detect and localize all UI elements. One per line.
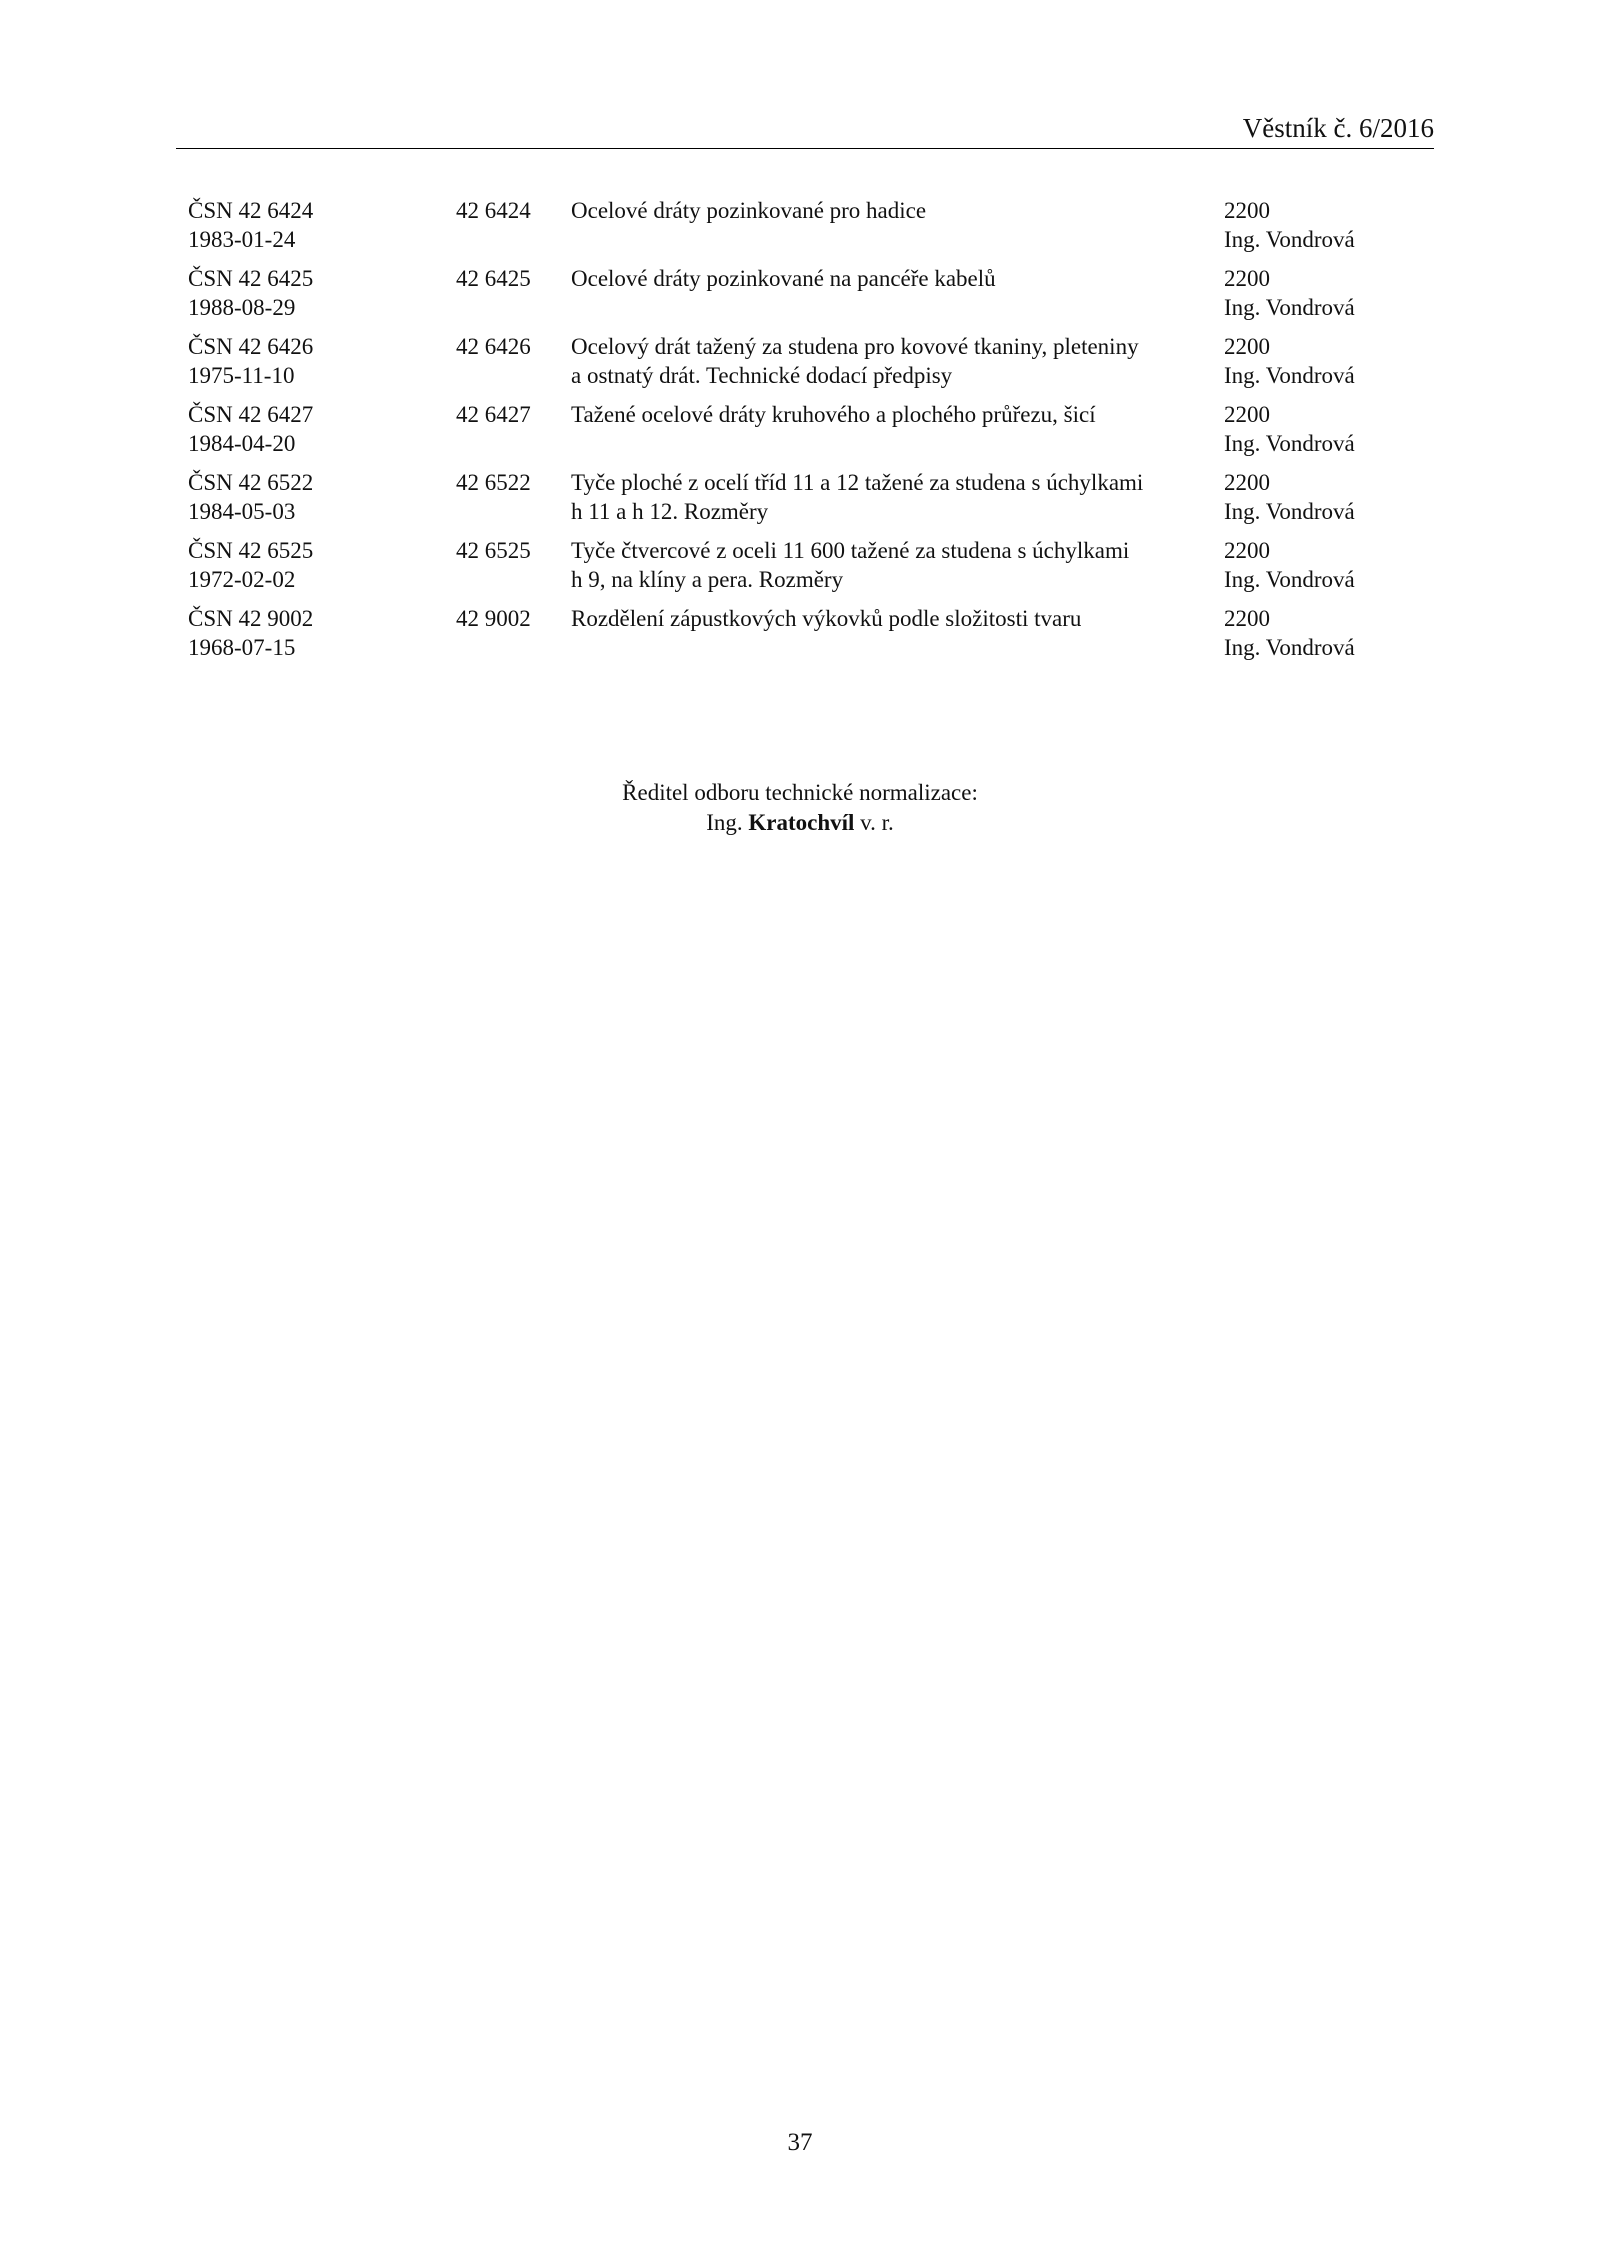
signatory-suffix: v. r. bbox=[860, 810, 894, 835]
department-code: 2200 bbox=[1224, 266, 1270, 291]
standard-title-line: Tyče čtvercové z oceli 11 600 tažené za studena s úchylkami bbox=[571, 538, 1130, 563]
standard-date: 1984-04-20 bbox=[188, 431, 296, 456]
department-code: 2200 bbox=[1224, 334, 1270, 359]
signature-block bbox=[0, 778, 1600, 838]
signatory-prefix: Ing. bbox=[706, 810, 743, 835]
responsible-person: Ing. Vondrová bbox=[1224, 567, 1355, 592]
responsible-cell bbox=[1224, 536, 1355, 594]
standard-title-line: Ocelové dráty pozinkované na pancéře kabelů bbox=[571, 266, 996, 291]
responsible-cell bbox=[1224, 332, 1355, 390]
standard-date: 1975-11-10 bbox=[188, 363, 295, 388]
list-item bbox=[188, 536, 1368, 604]
signatory-role: Ředitel odboru technické normalizace: bbox=[622, 780, 978, 805]
responsible-cell bbox=[1224, 400, 1355, 458]
standard-date: 1988-08-29 bbox=[188, 295, 296, 320]
title-cell bbox=[571, 332, 1139, 390]
title-cell bbox=[571, 536, 1129, 594]
standards-list bbox=[188, 196, 1368, 672]
responsible-cell bbox=[1224, 604, 1355, 662]
list-item bbox=[188, 196, 1368, 264]
list-item bbox=[188, 332, 1368, 400]
signatory-line bbox=[0, 808, 1600, 838]
standard-cell bbox=[188, 536, 313, 594]
page-header bbox=[176, 108, 1434, 149]
standard-date: 1972-02-02 bbox=[188, 567, 296, 592]
standard-number: ČSN 42 6425 bbox=[188, 266, 314, 291]
standard-number: ČSN 42 6427 bbox=[188, 402, 314, 427]
standard-title-line: Rozdělení zápustkových výkovků podle složitosti tvaru bbox=[571, 606, 1082, 631]
responsible-cell bbox=[1224, 196, 1355, 254]
responsible-cell bbox=[1224, 468, 1355, 526]
classification-number: 42 6425 bbox=[456, 266, 531, 291]
title-cell bbox=[571, 400, 1096, 429]
list-item bbox=[188, 264, 1368, 332]
standard-number: ČSN 42 6426 bbox=[188, 334, 314, 359]
classification-number: 42 6525 bbox=[456, 538, 531, 563]
classification-number: 42 6522 bbox=[456, 470, 531, 495]
title-cell bbox=[571, 264, 996, 293]
standard-date: 1984-05-03 bbox=[188, 499, 296, 524]
standard-title-line: Tažené ocelové dráty kruhového a plochého průřezu, šicí bbox=[571, 402, 1096, 427]
department-code: 2200 bbox=[1224, 538, 1270, 563]
standard-title-line: Ocelové dráty pozinkované pro hadice bbox=[571, 198, 927, 223]
department-code: 2200 bbox=[1224, 198, 1270, 223]
classification-number: 42 6427 bbox=[456, 402, 531, 427]
responsible-person: Ing. Vondrová bbox=[1224, 431, 1355, 456]
list-item bbox=[188, 468, 1368, 536]
standard-date: 1983-01-24 bbox=[188, 227, 296, 252]
list-item bbox=[188, 400, 1368, 468]
title-cell bbox=[571, 196, 926, 225]
page-number: 37 bbox=[787, 2129, 813, 2156]
title-cell bbox=[571, 468, 1143, 526]
standard-title-line: Ocelový drát tažený za studena pro kovové tkaniny, pleteniny bbox=[571, 334, 1139, 359]
department-code: 2200 bbox=[1224, 402, 1270, 427]
responsible-person: Ing. Vondrová bbox=[1224, 227, 1355, 252]
responsible-person: Ing. Vondrová bbox=[1224, 635, 1355, 660]
standard-title-line: h 9, na klíny a pera. Rozměry bbox=[571, 567, 844, 592]
responsible-person: Ing. Vondrová bbox=[1224, 363, 1355, 388]
responsible-person: Ing. Vondrová bbox=[1224, 499, 1355, 524]
standard-cell bbox=[188, 332, 313, 390]
bulletin-title: Věstník č. 6/2016 bbox=[1242, 113, 1434, 143]
standard-number: ČSN 42 6522 bbox=[188, 470, 314, 495]
standard-number: ČSN 42 9002 bbox=[188, 606, 314, 631]
standard-title-line: h 11 a h 12. Rozměry bbox=[571, 499, 769, 524]
standard-cell bbox=[188, 468, 313, 526]
classification-number: 42 9002 bbox=[456, 606, 531, 631]
responsible-person: Ing. Vondrová bbox=[1224, 295, 1355, 320]
department-code: 2200 bbox=[1224, 470, 1270, 495]
standard-number: ČSN 42 6424 bbox=[188, 198, 314, 223]
standard-cell bbox=[188, 264, 313, 322]
standard-title-line: Tyče ploché z ocelí tříd 11 a 12 tažené za studena s úchylkami bbox=[571, 470, 1144, 495]
signatory-name: Kratochvíl bbox=[748, 810, 855, 835]
standard-cell bbox=[188, 196, 313, 254]
classification-number: 42 6426 bbox=[456, 334, 531, 359]
standard-date: 1968-07-15 bbox=[188, 635, 296, 660]
standard-cell bbox=[188, 604, 313, 662]
title-cell bbox=[571, 604, 1081, 633]
standard-title-line: a ostnatý drát. Technické dodací předpisy bbox=[571, 363, 953, 388]
department-code: 2200 bbox=[1224, 606, 1270, 631]
classification-number: 42 6424 bbox=[456, 198, 531, 223]
responsible-cell bbox=[1224, 264, 1355, 322]
standard-cell bbox=[188, 400, 313, 458]
list-item bbox=[188, 604, 1368, 672]
standard-number: ČSN 42 6525 bbox=[188, 538, 314, 563]
